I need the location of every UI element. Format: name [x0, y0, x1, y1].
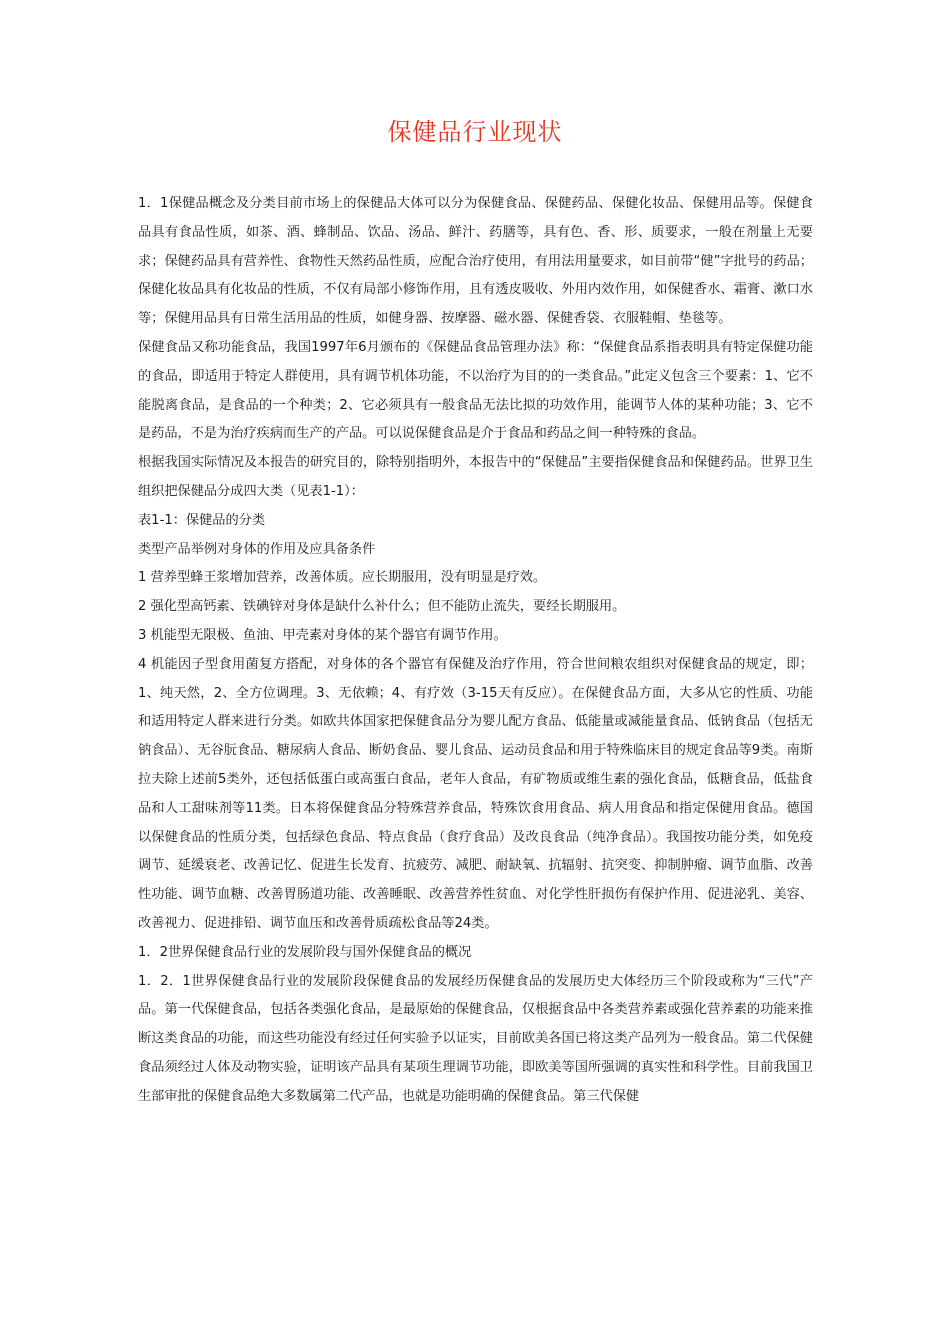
table-header: 类型产品举例对身体的作用及应具备条件: [138, 541, 376, 557]
paragraph-2: 保健食品又称功能食品，我国1997年6月颁布的《保健品食品管理办法》称：“保健食品系指表明具有特定保健功能的食品，即适用于特定人群使用，具有调节机体功能，不以治疗为目的的一类食品。”此定义包含三个要素：1、它不能脱离食品，是食品的一个种类；2、它必须具有一般食品无法比拟的功效作用，能调节人体的某种功能；3、它不是药品，不是为治疗疾病而生产的产品。可以说保健食品是介于食品和药品之间一种特殊的食品。: [138, 339, 813, 442]
document-title: 保健品行业现状: [387, 118, 563, 146]
paragraph-1: 1．1保健品概念及分类目前市场上的保健品大体可以分为保健食品、保健药品、保健化妆品、保健用品等。保健食品具有食品性质，如茶、酒、蜂制品、饮品、汤品、鲜汁、药膳等，具有色、香、形、质要求，一般在剂量上无要求；保健药品具有营养性、食物性天然药品性质，应配合治疗使用，有用法用量要求，如目前带“健”字批号的药品；保健化妆品具有化妆品的性质，不仅有局部小修饰作用，且有透皮吸收、外用内效作用，如保健香水、霜膏、漱口水等；保健用品具有日常生活用品的性质，如健身器、按摩器、磁水器、保健香袋、衣服鞋帽、垫毯等。: [138, 196, 813, 327]
table-row-2: 2 强化型高钙素、铁碘锌对身体是缺什么补什么；但不能防止流失，要经长期服用。: [138, 599, 626, 615]
table-row-3: 3 机能型无限极、鱼油、甲壳素对身体的某个器官有调节作用。: [138, 627, 507, 643]
table-row-1: 1 营养型蜂王浆增加营养，改善体质。应长期服用，没有明显是疗效。: [138, 570, 547, 586]
table-row-4: 4 机能因子型食用菌复方搭配，对身体的各个器官有保健及治疗作用，符合世间粮农组织对保健食品的规定，即；1、纯天然，2、全方位调理。3、无依赖；4、有疗效（3-15天有反应）。在保健食品方面，大多从它的性质、功能和适用特定人群来进行分类。如欧共体国家把保健食品分为婴儿配方食品、低能量或减能量食品、低钠食品（包括无钠食品）、无谷朊食品、糖尿病人食品、断奶食品、婴儿食品、运动员食品和用于特殊临床目的规定食品等9类。南斯拉夫除上述前5类外，还包括低蛋白或高蛋白食品，老年人食品，有矿物质或维生素的强化食品，低糖食品，低盐食品和人工甜味剂等11类。日本将保健食品分特殊营养食品，特殊饮食用食品、病人用食品和指定保健用食品。德国以保健食品的性质分类，包括绿色食品、特点食品（食疗食品）及改良食品（纯净食品）。我国按功能分类，如免疫调节、延缓衰老、改善记忆、促进生长发育、抗疲劳、减肥、耐缺氧、抗辐射、抗突变、抑制肿瘤、调节血脂、改善性功能、调节血糖、改善胃肠道功能、改善睡眠、改善营养性贫血、对化学性肝损伤有保护作用、促进泌乳、美容、改善视力、促进排铅、调节血压和改善骨质疏松食品等24类。: [138, 656, 813, 931]
document-body: [138, 190, 813, 1112]
paragraph-final: 1．2．1世界保健食品行业的发展阶段保健食品的发展经历保健食品的发展历史大体经历三个阶段或称为“三代”产品。第一代保健食品，包括各类强化食品，是最原始的保健食品，仅根据食品中各类营养素或强化营养素的功能来推断这类食品的功能，而这些功能没有经过任何实验予以证实，目前欧美各国已将这类产品列为一般食品。第二代保健食品须经过人体及动物实验，证明该产品具有某项生理调节功能，即欧美等国所强调的真实性和科学性。目前我国卫生部审批的保健食品绝大多数属第二代产品，也就是功能明确的保健食品。第三代保健: [138, 973, 813, 1104]
section-heading: 1．2世界保健食品行业的发展阶段与国外保健食品的概况: [138, 944, 472, 960]
table-caption: 表1-1：保健品的分类: [138, 512, 266, 528]
paragraph-3: 根据我国实际情况及本报告的研究目的，除特别指明外，本报告中的“保健品”主要指保健食品和保健药品。世界卫生组织把保健品分成四大类（见表1-1）：: [138, 455, 813, 499]
